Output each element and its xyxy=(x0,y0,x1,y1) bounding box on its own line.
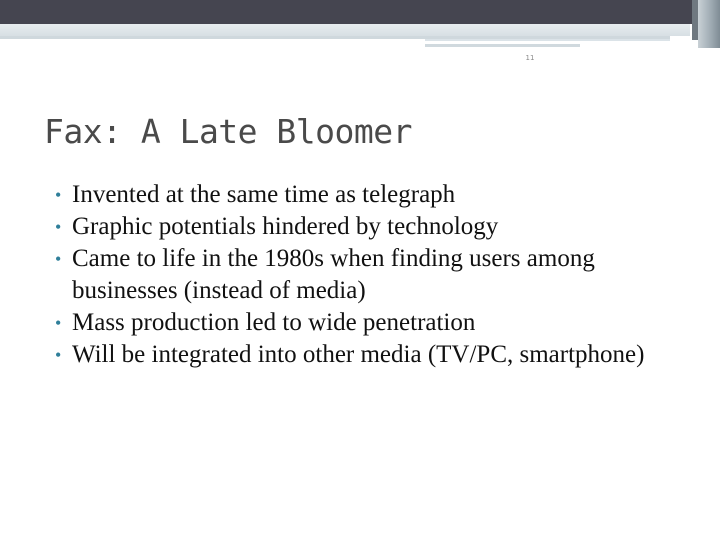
bullet-item xyxy=(52,243,692,307)
bullet-list xyxy=(52,179,692,371)
bullet-dot-icon: • xyxy=(55,345,62,365)
top-right-accent-bar xyxy=(692,0,698,40)
bullet-item xyxy=(52,307,692,339)
bullet-dot-icon: • xyxy=(55,217,62,237)
slide-title: Fax: A Late Bloomer xyxy=(44,112,412,151)
top-decorative-band xyxy=(0,0,720,24)
bullet-dot-icon: • xyxy=(55,249,62,269)
header-strip xyxy=(0,24,690,36)
bullet-dot-icon: • xyxy=(55,185,62,205)
bullet-item xyxy=(52,339,692,371)
bullet-text: Graphic potentials hindered by technology xyxy=(72,213,499,240)
bullet-dot-icon: • xyxy=(55,313,62,333)
bullet-text: Will be integrated into other media (TV/PC, smartphone) xyxy=(72,341,645,368)
bullet-text: Mass production led to wide penetration xyxy=(72,309,476,336)
header-rule-2 xyxy=(425,39,670,41)
bullet-item xyxy=(52,211,692,243)
header-rule-3 xyxy=(425,44,580,47)
bullet-text: Came to life in the 1980s when finding users among businesses (instead of media) xyxy=(72,245,595,304)
slide-number: 11 xyxy=(525,54,535,62)
top-right-accent xyxy=(698,0,720,48)
bullet-item xyxy=(52,179,692,211)
bullet-text: Invented at the same time as telegraph xyxy=(72,181,456,208)
